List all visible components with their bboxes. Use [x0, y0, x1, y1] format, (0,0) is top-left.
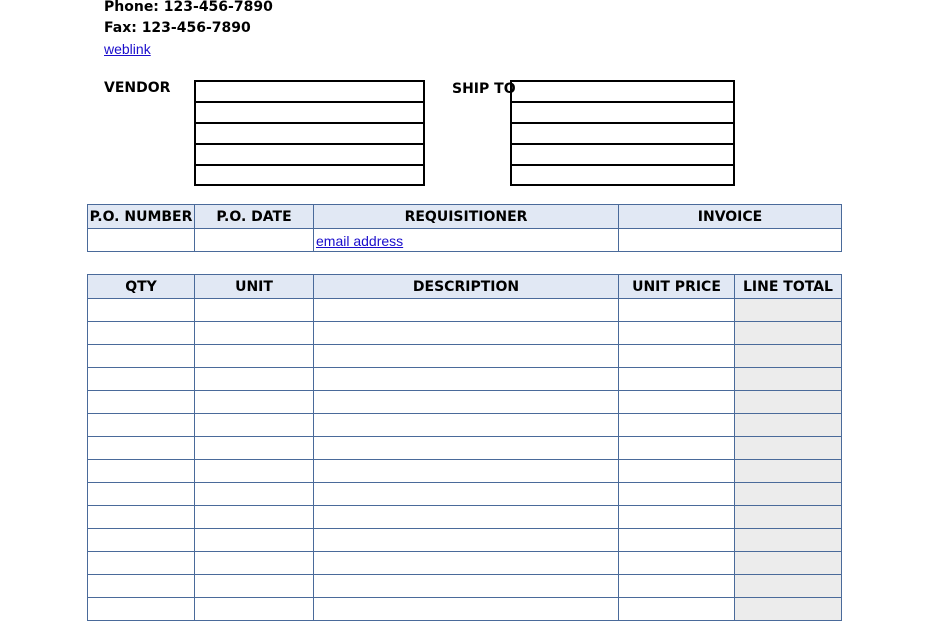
description-cell[interactable] — [314, 368, 619, 391]
line-total-cell — [735, 506, 842, 529]
contact-block — [104, 0, 273, 61]
unit-cell[interactable] — [195, 552, 314, 575]
unit-price-cell[interactable] — [619, 598, 735, 621]
unit-price-cell[interactable] — [619, 322, 735, 345]
table-row — [88, 552, 842, 575]
ship-to-label: SHIP TO — [452, 81, 516, 97]
qty-cell[interactable] — [88, 368, 195, 391]
line-total-cell — [735, 460, 842, 483]
qty-cell[interactable] — [88, 391, 195, 414]
unit-price-cell[interactable] — [619, 575, 735, 598]
description-cell[interactable] — [314, 460, 619, 483]
fax-text: Fax: 123-456-7890 — [104, 20, 251, 36]
email-link[interactable]: email address — [316, 232, 404, 249]
po-number-cell[interactable] — [88, 229, 195, 252]
unit-cell[interactable] — [195, 575, 314, 598]
qty-cell[interactable] — [88, 483, 195, 506]
line-total-cell — [735, 437, 842, 460]
line-total-cell — [735, 391, 842, 414]
unit-price-cell[interactable] — [619, 368, 735, 391]
line-total-cell — [735, 345, 842, 368]
phone-text: Phone: 123-456-7890 — [104, 0, 273, 15]
po-date-header: P.O. DATE — [195, 205, 314, 229]
unit-cell[interactable] — [195, 391, 314, 414]
unit-cell[interactable] — [195, 299, 314, 322]
unit-cell[interactable] — [195, 322, 314, 345]
table-row — [88, 437, 842, 460]
description-cell[interactable] — [314, 575, 619, 598]
qty-cell[interactable] — [88, 414, 195, 437]
qty-header: QTY — [88, 275, 195, 299]
qty-cell[interactable] — [88, 345, 195, 368]
unit-cell[interactable] — [195, 368, 314, 391]
line-total-cell — [735, 575, 842, 598]
items-table — [87, 274, 842, 621]
table-row — [88, 368, 842, 391]
table-row — [88, 391, 842, 414]
line-total-cell — [735, 414, 842, 437]
qty-cell[interactable] — [88, 322, 195, 345]
table-row — [88, 506, 842, 529]
ship-to-box[interactable] — [510, 80, 735, 186]
unit-price-cell[interactable] — [619, 299, 735, 322]
description-cell[interactable] — [314, 345, 619, 368]
table-row — [88, 529, 842, 552]
weblink[interactable]: weblink — [104, 41, 151, 57]
table-row — [88, 575, 842, 598]
unit-price-cell[interactable] — [619, 506, 735, 529]
unit-price-cell[interactable] — [619, 391, 735, 414]
unit-price-cell[interactable] — [619, 483, 735, 506]
line-total-cell — [735, 322, 842, 345]
invoice-cell[interactable] — [619, 229, 842, 252]
po-date-cell[interactable] — [195, 229, 314, 252]
unit-price-cell[interactable] — [619, 460, 735, 483]
unit-cell[interactable] — [195, 506, 314, 529]
table-row — [88, 414, 842, 437]
vendor-box[interactable] — [194, 80, 425, 186]
line-total-cell — [735, 598, 842, 621]
line-total-cell — [735, 368, 842, 391]
description-cell[interactable] — [314, 322, 619, 345]
description-cell[interactable] — [314, 437, 619, 460]
unit-cell[interactable] — [195, 437, 314, 460]
description-cell[interactable] — [314, 598, 619, 621]
unit-price-cell[interactable] — [619, 552, 735, 575]
po-table — [87, 204, 842, 252]
qty-cell[interactable] — [88, 460, 195, 483]
unit-cell[interactable] — [195, 414, 314, 437]
vendor-label: VENDOR — [104, 80, 171, 96]
qty-cell[interactable] — [88, 529, 195, 552]
description-cell[interactable] — [314, 529, 619, 552]
unit-cell[interactable] — [195, 529, 314, 552]
description-cell[interactable] — [314, 414, 619, 437]
line-total-cell — [735, 483, 842, 506]
description-cell[interactable] — [314, 483, 619, 506]
table-row — [88, 299, 842, 322]
qty-cell[interactable] — [88, 598, 195, 621]
qty-cell[interactable] — [88, 552, 195, 575]
table-row — [88, 345, 842, 368]
unit-price-cell[interactable] — [619, 414, 735, 437]
description-cell[interactable] — [314, 506, 619, 529]
po-number-header: P.O. NUMBER — [88, 205, 195, 229]
description-cell[interactable] — [314, 391, 619, 414]
table-row — [88, 483, 842, 506]
table-row — [88, 460, 842, 483]
qty-cell[interactable] — [88, 506, 195, 529]
line-total-cell — [735, 299, 842, 322]
unit-price-cell[interactable] — [619, 529, 735, 552]
line-total-cell — [735, 529, 842, 552]
unit-price-header: UNIT PRICE — [619, 275, 735, 299]
requisitioner-header: REQUISITIONER — [314, 205, 619, 229]
table-row — [88, 322, 842, 345]
unit-cell[interactable] — [195, 598, 314, 621]
unit-cell[interactable] — [195, 483, 314, 506]
qty-cell[interactable] — [88, 437, 195, 460]
unit-price-cell[interactable] — [619, 437, 735, 460]
requisitioner-cell[interactable] — [314, 229, 619, 252]
line-total-header: LINE TOTAL — [735, 275, 842, 299]
unit-cell[interactable] — [195, 460, 314, 483]
unit-header: UNIT — [195, 275, 314, 299]
description-header: DESCRIPTION — [314, 275, 619, 299]
unit-price-cell[interactable] — [619, 345, 735, 368]
table-row — [88, 598, 842, 621]
unit-cell[interactable] — [195, 345, 314, 368]
qty-cell[interactable] — [88, 575, 195, 598]
qty-cell[interactable] — [88, 299, 195, 322]
description-cell[interactable] — [314, 299, 619, 322]
invoice-header: INVOICE — [619, 205, 842, 229]
description-cell[interactable] — [314, 552, 619, 575]
line-total-cell — [735, 552, 842, 575]
